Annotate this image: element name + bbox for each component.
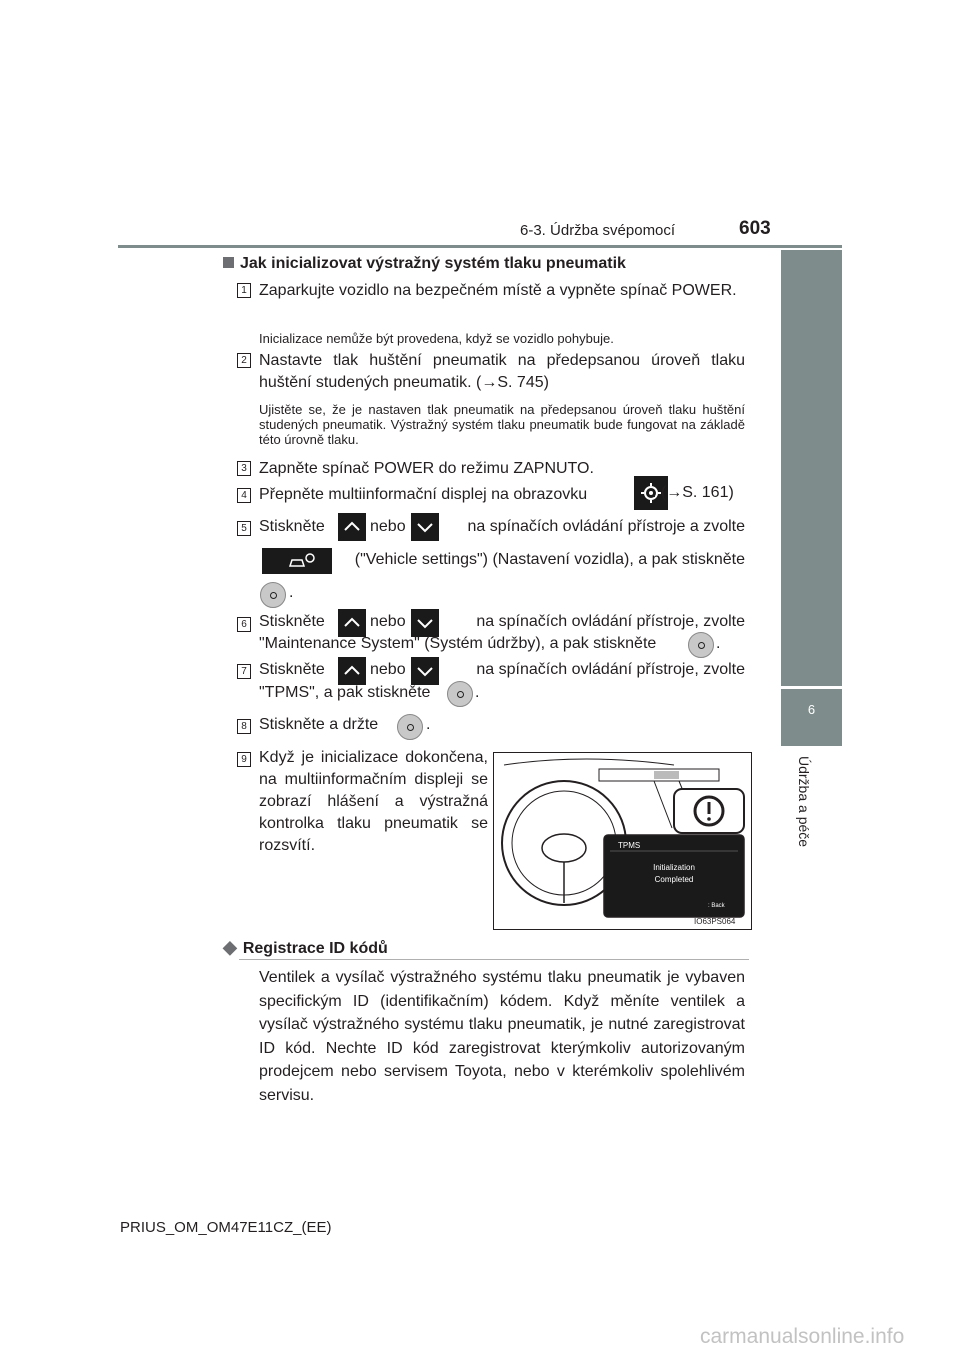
header-section: 6-3. Údržba svépomocí [520,222,676,239]
step-note: Inicializace nemůže být provedena, když se vozidlo pohybuje. [259,331,614,346]
step-note: Ujistěte se, že je nastaven tlak pneumatik na předepsanou úroveň tlaku huštění studených pneumatik. Výstražný systém tlaku pneumatik bude fungovat na základě této úrovně tlaku. [259,402,745,447]
step-number: 9 [237,752,251,767]
step-text: nebo [370,518,406,535]
step-text: nebo [370,661,406,678]
step-text: Stiskněte [259,661,325,678]
step-text: "TPMS", a pak stiskněte [259,684,431,701]
down-arrow-icon [411,609,439,637]
step-text: Stiskněte [259,613,325,630]
step-text: na spínačích ovládání přístroje a zvolte [467,518,745,535]
enter-knob-icon [447,681,473,707]
step-text: . [289,584,294,601]
side-tab-chapter [781,689,842,746]
screen-line1: Initialization [653,863,695,872]
dashboard-illustration [493,752,752,930]
footer-code: PRIUS_OM_OM47E11CZ_(EE) [120,1219,332,1236]
step-number: 2 [237,353,251,368]
subsection-text: Ventilek a vysílač výstražného systému tlaku pneumatik je vybaven specifickým ID (identifikačním) kódem. Když měníte ventilek a vysílač výstražného systému tlaku pneumatik, je nutné zaregistrovat ID kód. Nechte ID kód zaregistrovat kterýmkoliv autorizovaným prodejcem nebo servisem Toyota, nebo v kterémkoliv spolehlivém servisu. [259,969,745,1104]
watermark: carmanualsonline.info [700,1325,905,1348]
step-text: nebo [370,613,406,630]
step-text: . [426,716,431,733]
side-tab-bar [781,250,842,686]
step-text: Stiskněte a držte [259,716,379,733]
step-number: 3 [237,461,251,476]
step-number: 8 [237,719,251,734]
enter-knob-icon [397,714,423,740]
step-text: Přepněte multiinformační displej na obrazovku [259,486,588,503]
section-title: Jak inicializovat výstražný systém tlaku pneumatik [223,255,626,273]
step-text: Když je inicializace dokončena, na multiinformačním displeji se zobrazí hlášení a výstražná kontrolka tlaku pneumatik se rozsvítí. [259,749,488,854]
step-text: . [475,684,480,701]
square-bullet-icon [223,257,234,268]
step-number: 4 [237,488,251,503]
header-rule [118,245,842,248]
step-text: na spínačích ovládání přístroje, zvolte [476,613,745,630]
step-text-tail: . (→S. 161) [652,484,734,501]
step-number: 5 [237,521,251,536]
page-number: 603 [739,218,771,239]
down-arrow-icon [411,513,439,541]
figure-code: IO63PS064 [694,917,736,926]
step-text: "Maintenance System" (Systém údržby), a pak stiskněte [259,635,657,652]
chapter-title: Údržba a péče [796,756,812,848]
up-arrow-icon [338,657,366,685]
up-arrow-icon [338,513,366,541]
step-text: na spínačích ovládání přístroje, zvolte [476,661,745,678]
down-arrow-icon [411,657,439,685]
diamond-bullet-icon: ◆ [223,937,237,957]
enter-knob-icon [260,582,286,608]
step-number: 7 [237,664,251,679]
step-text: . [716,635,721,652]
step-text: Zaparkujte vozidlo na bezpečném místě a vypněte spínač POWER. [259,282,737,299]
subsection-title: ◆ Registrace ID kódů [223,937,388,957]
step-text: Stiskněte [259,518,325,535]
subsection-rule [239,959,749,960]
screen-back: : Back [708,903,725,909]
screen-line2: Completed [654,875,694,884]
step-text: ("Vehicle settings") (Nastavení vozidla), a pak stiskněte [354,551,745,568]
screen-title: TPMS [618,841,641,850]
step-number: 1 [237,283,251,298]
step-number: 6 [237,617,251,632]
up-arrow-icon [338,609,366,637]
enter-knob-icon [688,632,714,658]
step-text: Zapněte spínač POWER do režimu ZAPNUTO. [259,460,594,477]
chapter-number: 6 [807,702,816,717]
vehicle-settings-icon [262,548,332,574]
step-text: Nastavte tlak huštění pneumatik na předepsanou úroveň tlaku huštění studených pneumatik. (→S. 745) [259,352,745,391]
